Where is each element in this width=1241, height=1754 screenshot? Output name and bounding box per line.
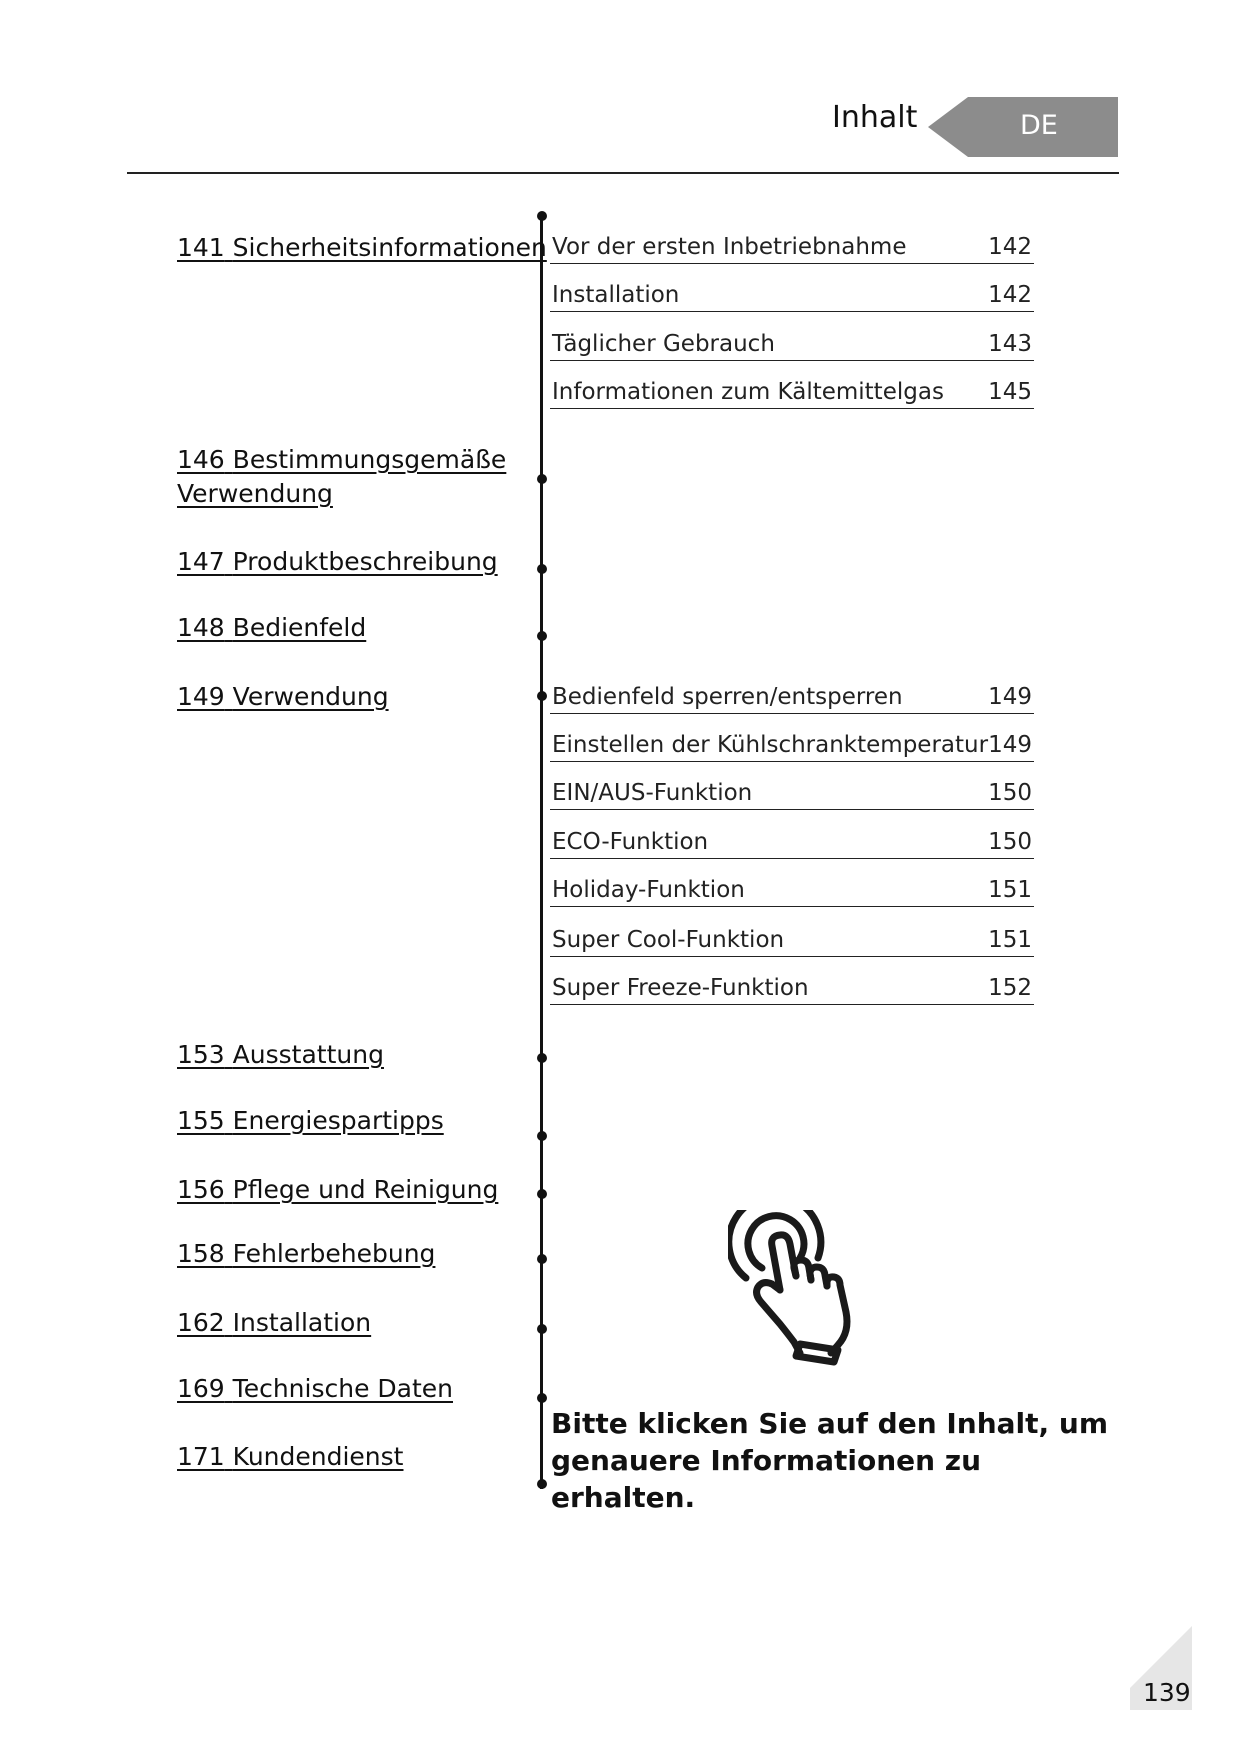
instruction-line-1: Bitte klicken Sie auf den Inhalt, um <box>551 1407 1109 1440</box>
timeline-dot <box>537 1393 547 1403</box>
toc-subsection[interactable] <box>550 925 1034 957</box>
timeline-dot <box>537 1324 547 1334</box>
subsection-page: 149 <box>988 684 1032 710</box>
toc-subsection[interactable] <box>550 875 1034 907</box>
toc-subsection[interactable] <box>550 329 1034 361</box>
timeline-dot <box>537 691 547 701</box>
timeline-dot <box>537 1053 547 1063</box>
toc-subsection[interactable] <box>550 973 1034 1005</box>
subsection-title: Einstellen der Kühlschranktemperatur <box>552 732 989 758</box>
subsection-page: 151 <box>988 877 1032 903</box>
instruction-text <box>551 1405 1111 1516</box>
chapter-title: Ausstattung <box>232 1040 384 1069</box>
language-tab <box>928 97 1118 157</box>
toc-chapter-156[interactable] <box>177 1173 498 1207</box>
toc-chapter-147[interactable] <box>177 545 498 579</box>
toc-chapter-148[interactable] <box>177 611 366 645</box>
timeline-dot <box>537 631 547 641</box>
subsection-page: 152 <box>988 975 1032 1001</box>
subsection-title: Vor der ersten Inbetriebnahme <box>552 234 907 260</box>
subsection-title: Installation <box>552 282 680 308</box>
chapter-number: 148 <box>177 613 225 642</box>
chapter-number: 169 <box>177 1374 225 1403</box>
subsection-title: Bedienfeld sperren/entsperren <box>552 684 903 710</box>
toc-subsection[interactable] <box>550 280 1034 312</box>
timeline-dot <box>537 1189 547 1199</box>
timeline-dot <box>537 1131 547 1141</box>
toc-subsection[interactable] <box>550 682 1034 714</box>
subsection-page: 145 <box>988 379 1032 405</box>
timeline-dot <box>537 474 547 484</box>
tap-hand-icon <box>728 1210 878 1370</box>
subsection-page: 143 <box>988 331 1032 357</box>
toc-subsection[interactable] <box>550 377 1034 409</box>
chapter-number: 162 <box>177 1308 225 1337</box>
chapter-title: Kundendienst <box>232 1442 404 1471</box>
subsection-title: Informationen zum Kältemittelgas <box>552 379 944 405</box>
subsection-title: ECO-Funktion <box>552 829 709 855</box>
subsection-page: 150 <box>988 780 1032 806</box>
subsection-page: 142 <box>988 234 1032 260</box>
chapter-number: 156 <box>177 1175 225 1204</box>
chapter-title: Bestimmungsgemäße <box>232 445 507 474</box>
subsection-page: 142 <box>988 282 1032 308</box>
toc-subsection[interactable] <box>550 778 1034 810</box>
chapter-number: 153 <box>177 1040 225 1069</box>
page-number: 139 <box>1143 1678 1191 1707</box>
timeline-dot <box>537 211 547 221</box>
chapter-title: Sicherheitsinformationen <box>232 233 547 262</box>
toc-chapter-158[interactable] <box>177 1237 435 1271</box>
subsection-title: Holiday-Funktion <box>552 877 745 903</box>
toc-chapter-162[interactable] <box>177 1306 371 1340</box>
toc-subsection[interactable] <box>550 827 1034 859</box>
chapter-number: 147 <box>177 547 225 576</box>
subsection-title: EIN/AUS-Funktion <box>552 780 753 806</box>
toc-subsection[interactable] <box>550 232 1034 264</box>
chapter-title: Energiespartipps <box>232 1106 444 1135</box>
chapter-title: Installation <box>232 1308 372 1337</box>
toc-chapter-149[interactable] <box>177 680 389 714</box>
timeline-line <box>540 216 543 1489</box>
toc-chapter-141[interactable] <box>177 231 547 265</box>
chapter-number: 146 <box>177 445 225 474</box>
subsection-title: Täglicher Gebrauch <box>552 331 775 357</box>
language-label: DE <box>1020 110 1058 141</box>
chapter-number: 149 <box>177 682 225 711</box>
toc-chapter-153[interactable] <box>177 1038 384 1072</box>
header-divider <box>127 172 1119 174</box>
chapter-title: Pflege und Reinigung <box>232 1175 499 1204</box>
toc-chapter-155[interactable] <box>177 1104 444 1138</box>
subsection-page: 151 <box>988 927 1032 953</box>
chapter-number: 158 <box>177 1239 225 1268</box>
chapter-title: Fehlerbehebung <box>232 1239 436 1268</box>
timeline-dot <box>537 564 547 574</box>
timeline-dot <box>537 1254 547 1264</box>
toc-chapter-169[interactable] <box>177 1372 453 1406</box>
subsection-page: 150 <box>988 829 1032 855</box>
chapter-number: 141 <box>177 233 225 262</box>
chapter-title: Technische Daten <box>232 1374 453 1403</box>
chapter-number: 155 <box>177 1106 225 1135</box>
subsection-title: Super Cool-Funktion <box>552 927 785 953</box>
subsection-title: Super Freeze-Funktion <box>552 975 809 1001</box>
chapter-title-line2: Verwendung <box>177 479 333 508</box>
chapter-title: Verwendung <box>232 682 389 711</box>
toc-subsection[interactable] <box>550 730 1034 762</box>
toc-chapter-146[interactable] <box>177 443 506 511</box>
instruction-line-2: genauere Informationen zu erhalten. <box>551 1444 982 1514</box>
timeline-dot <box>537 1479 547 1489</box>
toc-chapter-171[interactable] <box>177 1440 403 1474</box>
subsection-page: 149 <box>988 732 1032 758</box>
chapter-title: Produktbeschreibung <box>232 547 498 576</box>
chapter-title: Bedienfeld <box>232 613 367 642</box>
chapter-number: 171 <box>177 1442 225 1471</box>
page-title: Inhalt <box>832 100 918 135</box>
